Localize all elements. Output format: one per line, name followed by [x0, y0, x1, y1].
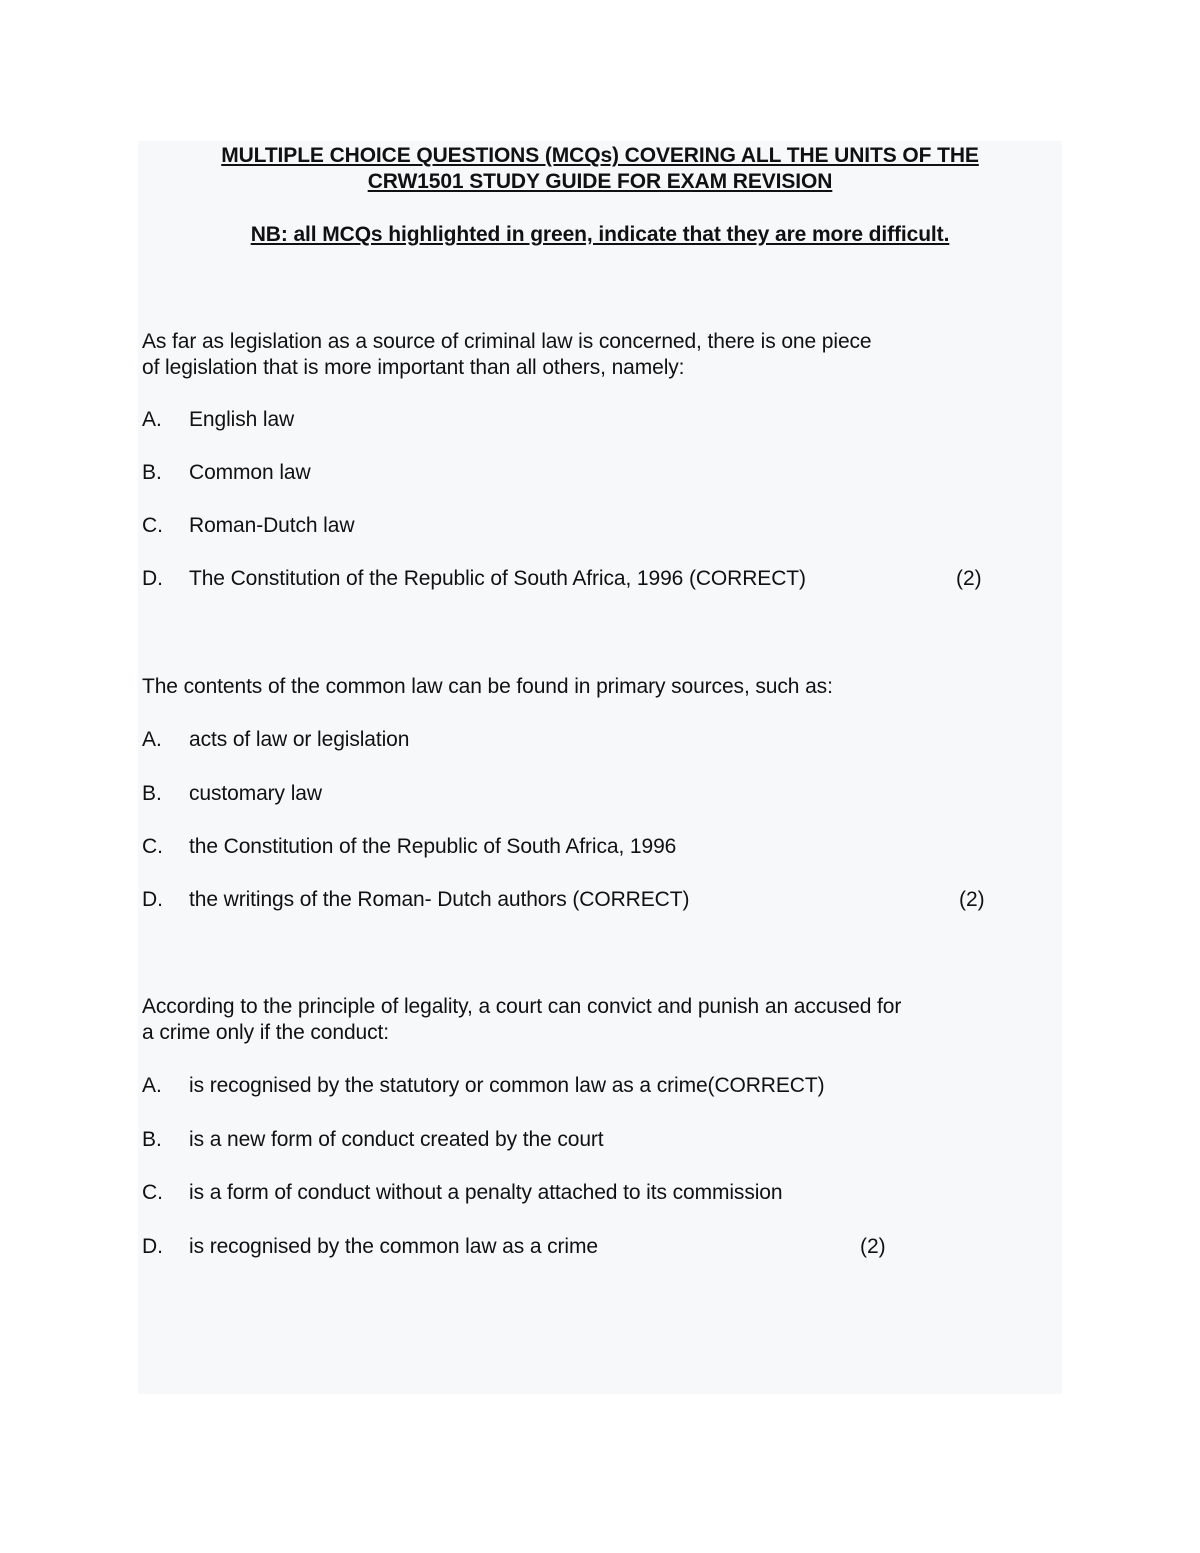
question-3-option-d-letter: D. [142, 1235, 163, 1258]
question-3-option-a-letter: A. [142, 1074, 162, 1097]
question-3-marks: (2) [860, 1235, 886, 1258]
question-2-marks: (2) [959, 888, 985, 911]
question-2-stem-line-1: The contents of the common law can be found in primary sources, such as: [142, 675, 833, 698]
document-title-line-1: MULTIPLE CHOICE QUESTIONS (MCQs) COVERING ALL THE UNITS OF THE [221, 144, 979, 167]
question-1-stem-line-1: As far as legislation as a source of criminal law is concerned, there is one piece [142, 330, 872, 353]
question-1-option-a-letter: A. [142, 408, 162, 431]
question-3-option-c-letter: C. [142, 1181, 163, 1204]
question-1-option-a-text: English law [189, 408, 295, 431]
document-title-line-2: CRW1501 STUDY GUIDE FOR EXAM REVISION [367, 170, 833, 193]
question-3-stem-line-1: According to the principle of legality, a court can convict and punish an accused for [142, 995, 902, 1018]
question-1-stem-line-2: of legislation that is more important than all others, namely: [142, 356, 685, 379]
difficulty-note: NB: all MCQs highlighted in green, indicate that they are more difficult. [250, 223, 950, 246]
question-2-option-c-letter: C. [142, 835, 163, 858]
question-1-option-d-letter: D. [142, 567, 163, 590]
question-3-option-b-text: is a new form of conduct created by the court [189, 1128, 604, 1151]
question-2-option-d-text: the writings of the Roman- Dutch authors (CORRECT) [189, 888, 690, 911]
question-2-option-c-text: the Constitution of the Republic of South Africa, 1996 [189, 835, 677, 858]
question-1-option-b-text: Common law [189, 461, 311, 484]
question-3-option-b-letter: B. [142, 1128, 162, 1151]
question-1-option-c-letter: C. [142, 514, 163, 537]
question-3-stem-line-2: a crime only if the conduct: [142, 1021, 389, 1044]
question-2-option-a-text: acts of law or legislation [189, 728, 410, 751]
question-1-option-c-text: Roman-Dutch law [189, 514, 355, 537]
question-1-option-b-letter: B. [142, 461, 162, 484]
question-1-option-d-text: The Constitution of the Republic of South Africa, 1996 (CORRECT) [189, 567, 806, 590]
question-1-marks: (2) [956, 567, 982, 590]
question-3-option-d-text: is recognised by the common law as a crime [189, 1235, 598, 1258]
question-2-option-d-letter: D. [142, 888, 163, 911]
question-2-option-b-text: customary law [189, 782, 322, 805]
question-2-option-b-letter: B. [142, 782, 162, 805]
document-page [138, 141, 1062, 1394]
question-3-option-c-text: is a form of conduct without a penalty attached to its commission [189, 1181, 783, 1204]
question-2-option-a-letter: A. [142, 728, 162, 751]
question-3-option-a-text: is recognised by the statutory or common law as a crime(CORRECT) [189, 1074, 825, 1097]
